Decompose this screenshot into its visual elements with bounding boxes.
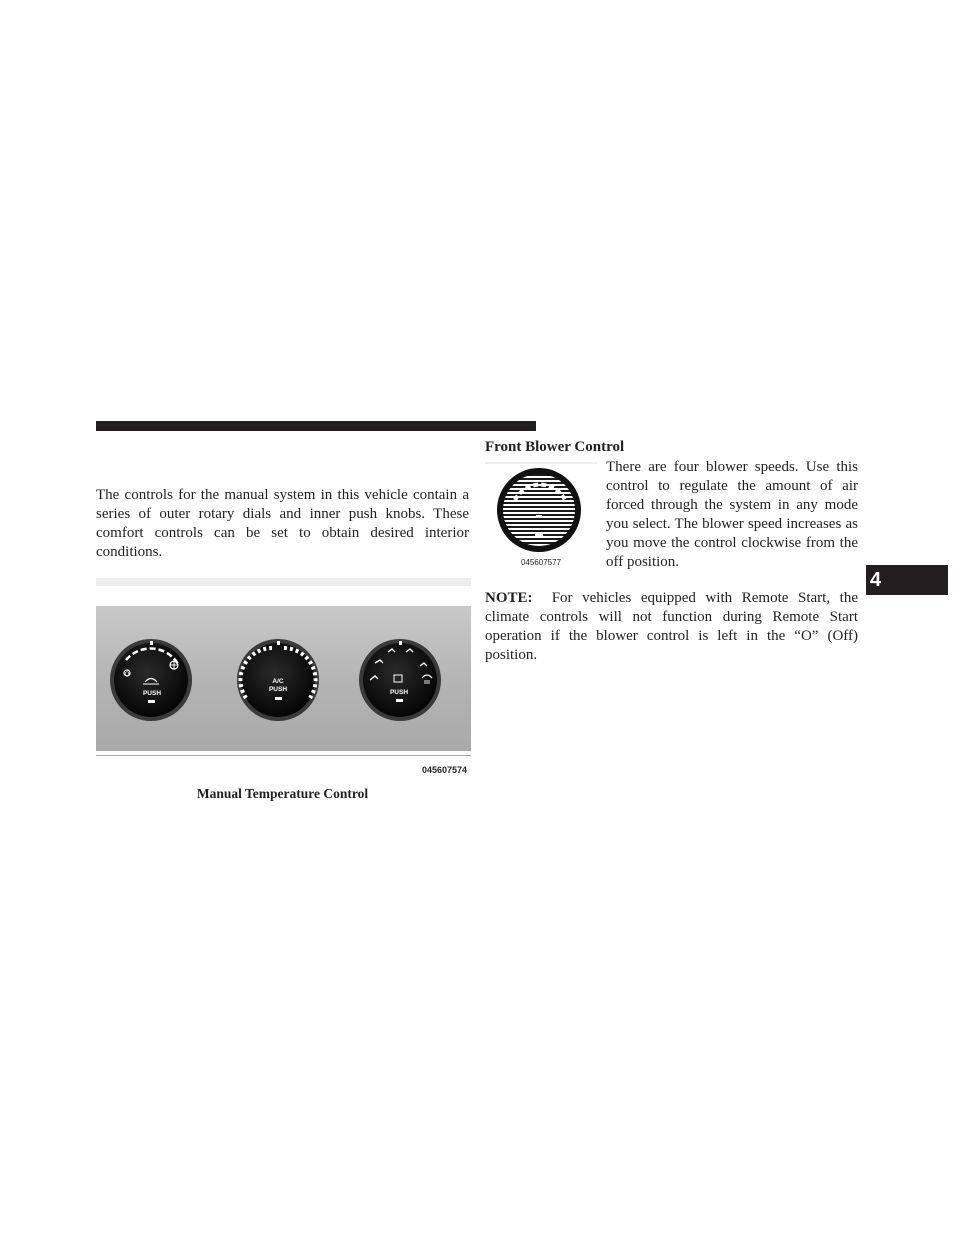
push-label: PUSH xyxy=(142,690,162,697)
temperature-knob[interactable] xyxy=(237,639,319,721)
ac-label: A/C xyxy=(272,678,284,685)
indicator-light xyxy=(535,534,543,537)
fan-icon xyxy=(170,661,178,669)
blower-description: There are four blower speeds. Use this control to regulate the amount of air forced through the system in any mode you select. The blower speed increases as you move the control clockwise from the off position. xyxy=(606,459,858,570)
note-label: NOTE: xyxy=(485,590,533,606)
section-title: Front Blower Control xyxy=(485,439,625,455)
indicator-light xyxy=(396,699,403,702)
manual-temperature-control-figure xyxy=(96,568,471,778)
off-label: O xyxy=(124,672,130,678)
front-blower-control-figure xyxy=(485,462,597,570)
image-code: 045607574 xyxy=(421,765,467,775)
image-code: 045607577 xyxy=(520,558,562,567)
push-label: PUSH xyxy=(268,686,288,693)
figure-caption: Manual Temperature Control xyxy=(196,786,369,801)
push-label: PUSH xyxy=(389,689,409,696)
intro-paragraph: The controls for the manual system in this vehicle contain a series of outer rotary dials and inner push knobs. These comfort controls can be set to obtain desired interior conditions. xyxy=(96,487,469,560)
chapter-tab: 4 xyxy=(866,565,948,595)
note-paragraph xyxy=(485,589,858,665)
section-header-bar xyxy=(96,421,536,431)
mode-knob[interactable] xyxy=(359,639,441,721)
blower-knob[interactable] xyxy=(497,468,581,552)
indicator-light xyxy=(148,700,155,703)
note-text: For vehicles equipped with Remote Start, the climate controls will not function during Remote Start operation if the blower control is left in the “O” (Off) position. xyxy=(485,590,858,663)
blower-knob[interactable] xyxy=(110,639,192,721)
indicator-light xyxy=(275,697,282,700)
